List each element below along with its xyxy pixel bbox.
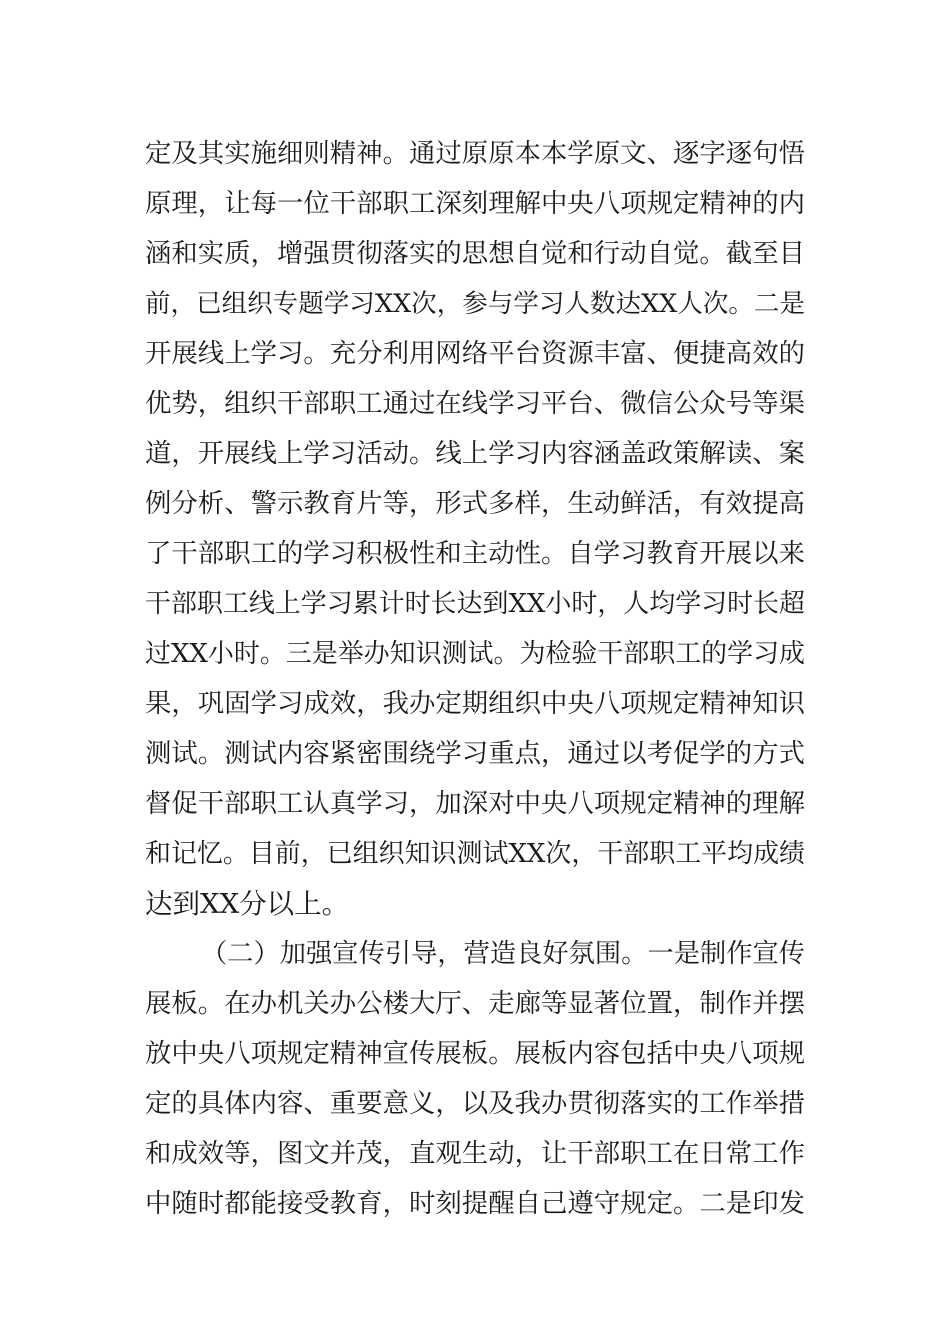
text-line: 展板。在办机关办公楼大厅、走廊等显著位置，制作并摆 <box>145 989 805 1019</box>
text-line: 了干部职工的学习积极性和主动性。自学习教育开展以来 <box>145 539 805 569</box>
text-line: 干部职工线上学习累计时长达到XX小时，人均学习时长超 <box>145 589 805 619</box>
text-line: 开展线上学习。充分利用网络平台资源丰富、便捷高效的 <box>145 339 805 369</box>
text-line: 中随时都能接受教育，时刻提醒自己遵守规定。二是印发 <box>145 1189 805 1219</box>
text-line: 和记忆。目前，已组织知识测试XX次，干部职工平均成绩 <box>145 839 805 869</box>
text-line: 果，巩固学习成效，我办定期组织中央八项规定精神知识 <box>145 689 805 719</box>
section-heading-line: （二）加强宣传引导，营造良好氛围。一是制作宣传 <box>201 939 805 969</box>
text-line: 道，开展线上学习活动。线上学习内容涵盖政策解读、案 <box>145 439 805 469</box>
text-line: 定的具体内容、重要意义，以及我办贯彻落实的工作举措 <box>145 1089 805 1119</box>
text-line: 优势，组织干部职工通过在线学习平台、微信公众号等渠 <box>145 389 805 419</box>
text-line: 过XX小时。三是举办知识测试。为检验干部职工的学习成 <box>145 639 805 669</box>
text-line: 例分析、警示教育片等，形式多样，生动鲜活，有效提高 <box>145 489 805 519</box>
text-line: 定及其实施细则精神。通过原原本本学原文、逐字逐句悟 <box>145 139 805 169</box>
text-line: 前，已组织专题学习XX次，参与学习人数达XX人次。二是 <box>145 289 805 319</box>
text-line: 测试。测试内容紧密围绕学习重点，通过以考促学的方式 <box>145 739 805 769</box>
text-line: 涵和实质，增强贯彻落实的思想自觉和行动自觉。截至目 <box>145 239 805 269</box>
text-line: 督促干部职工认真学习，加深对中央八项规定精神的理解 <box>145 789 805 819</box>
text-line: 原理，让每一位干部职工深刻理解中央八项规定精神的内 <box>145 189 805 219</box>
text-line: 达到XX分以上。 <box>145 888 350 920</box>
text-line: 和成效等，图文并茂，直观生动，让干部职工在日常工作 <box>145 1139 805 1169</box>
text-line: 放中央八项规定精神宣传展板。展板内容包括中央八项规 <box>145 1039 805 1069</box>
